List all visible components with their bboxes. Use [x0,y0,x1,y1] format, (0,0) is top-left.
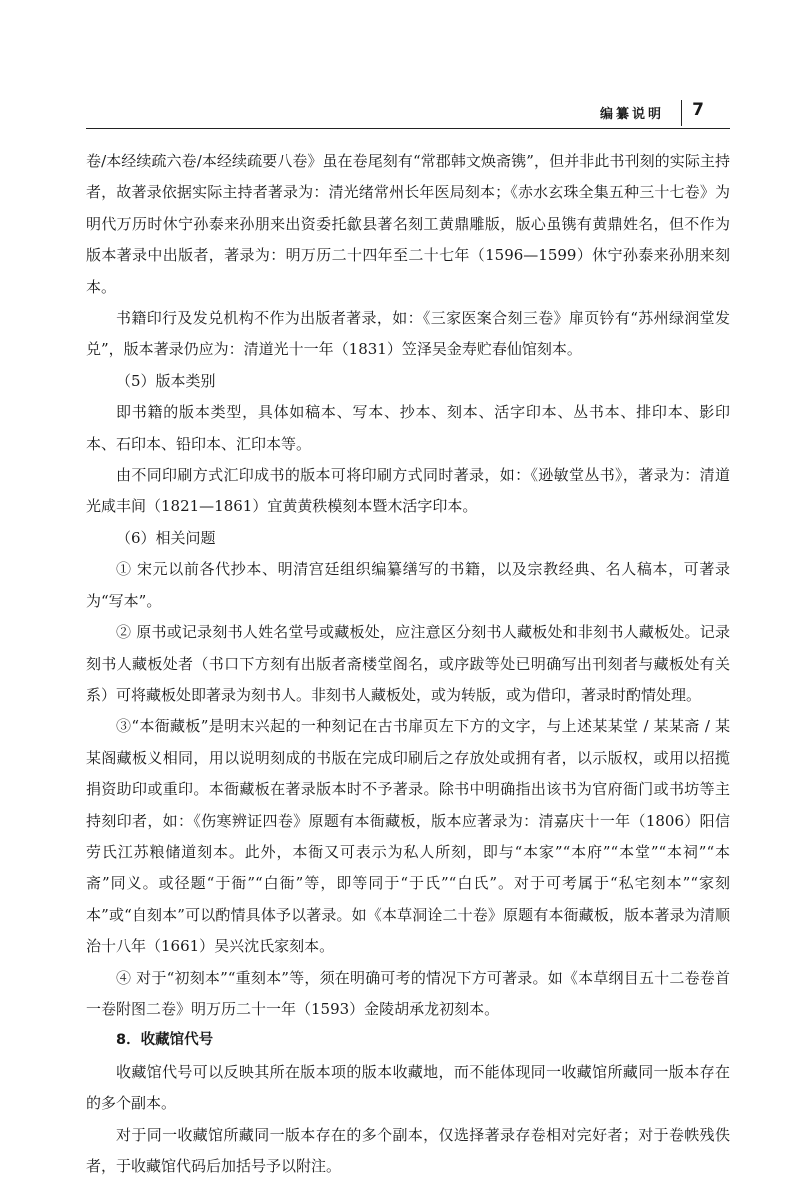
paragraph: 由不同印刷方式汇印成书的版本可将印刷方式同时著录，如：《逊敏堂丛书》，著录为：清道光咸丰间（1821—1861）宜黄黄秩模刻本暨木活字印本。 [86,466,730,516]
running-header [86,100,730,126]
list-item: ③“本衙藏板”是明末兴起的一种刻记在古书扉页左下方的文字，与上述某某堂 / 某某斋 / 某某阁藏板义相同，用以说明刻成的书版在完成印刷后之存放处或拥有者，以示版权，或用以招揽捐资助印或重印。本衙藏板在著录版本时不予著录。除书中明确指出该书为官府衙门或书坊等主持刻印者，如：《伤寒辨证四卷》原题有本衙藏板，版本应著录为：清嘉庆十一年（1806）阳信劳氏江苏粮储道刻本。此外，本衙又可表示为私人所刻，即与“本家”“本府”“本堂”“本祠”“本斋”同义。或径题“于衙”“白衙”等，即等同于“于氏”“白氏”。对于可考属于“私宅刻本”“家刻本”或“自刻本”可以酌情具体予以著录。如《本草洞诠二十卷》原题有本衙藏板，版本著录为清顺治十八年（1661）吴兴沈氏家刻本。 [86,717,730,956]
list-item: ④ 对于“初刻本”“重刻本”等，须在明确可考的情况下方可著录。如《本草纲目五十二卷卷首一卷附图二卷》明万历二十一年（1593）金陵胡承龙初刻本。 [86,968,730,1018]
paragraph-continuation: 卷/本经续疏六卷/本经续疏要八卷》虽在卷尾刻有“常郡韩文焕斋镌”，但并非此书刊刻的实际主持者，故著录依据实际主持者著录为：清光绪常州长年医局刻本；《赤水玄珠全集五种三十七卷》为明代万历时休宁孙泰来孙朋来出资委托歙县著名刻工黄鼎雕版，版心虽镌有黄鼎姓名，但不作为版本著录中出版者，著录为：明万历二十四年至二十七年（1596—1599）休宁孙泰来孙朋来刻本。 [86,152,730,296]
page-number: 7 [692,100,704,120]
paragraph: 对于同一收藏馆所藏同一版本存在的多个副本，仅选择著录存卷相对完好者；对于卷帙残佚者，于收藏馆代码后加括号予以附注。 [86,1125,730,1175]
section-heading: 8．收藏馆代号 [116,1032,214,1049]
subsection-title: （5）版本类别 [116,371,216,390]
body-text [86,146,730,1182]
header-divider [681,100,682,126]
list-item: ① 宋元以前各代抄本、明清宫廷组织编纂缮写的书籍，以及宗教经典、名人稿本，可著录为“写本”。 [86,560,730,610]
subsection-title: （6）相关问题 [116,528,216,547]
running-header-title: 编纂说明 [599,107,664,122]
paragraph: 即书籍的版本类型，具体如稿本、写本、抄本、刻本、活字印本、丛书本、排印本、影印本、石印本、铅印本、汇印本等。 [86,403,730,453]
paragraph: 收藏馆代号可以反映其所在版本项的版本收藏地，而不能体现同一收藏馆所藏同一版本存在的多个副本。 [86,1062,730,1113]
header-rule [86,128,730,129]
paragraph: 书籍印行及发兑机构不作为出版者著录，如：《三家医案合刻三卷》扉页钤有“苏州绿润堂发兑”，版本著录仍应为：清道光十一年（1831）笠泽吴金寿贮春仙馆刻本。 [86,309,730,359]
list-item: ② 原书或记录刻书人姓名堂号或藏板处，应注意区分刻书人藏板处和非刻书人藏板处。记录刻书人藏板处者（书口下方刻有出版者斋楼堂阁名，或序跋等处已明确写出刊刻者与藏板处有关系）可将藏板处即著录为刻书人。非刻书人藏板处，或为转版，或为借印，著录时酌情处理。 [86,623,730,704]
